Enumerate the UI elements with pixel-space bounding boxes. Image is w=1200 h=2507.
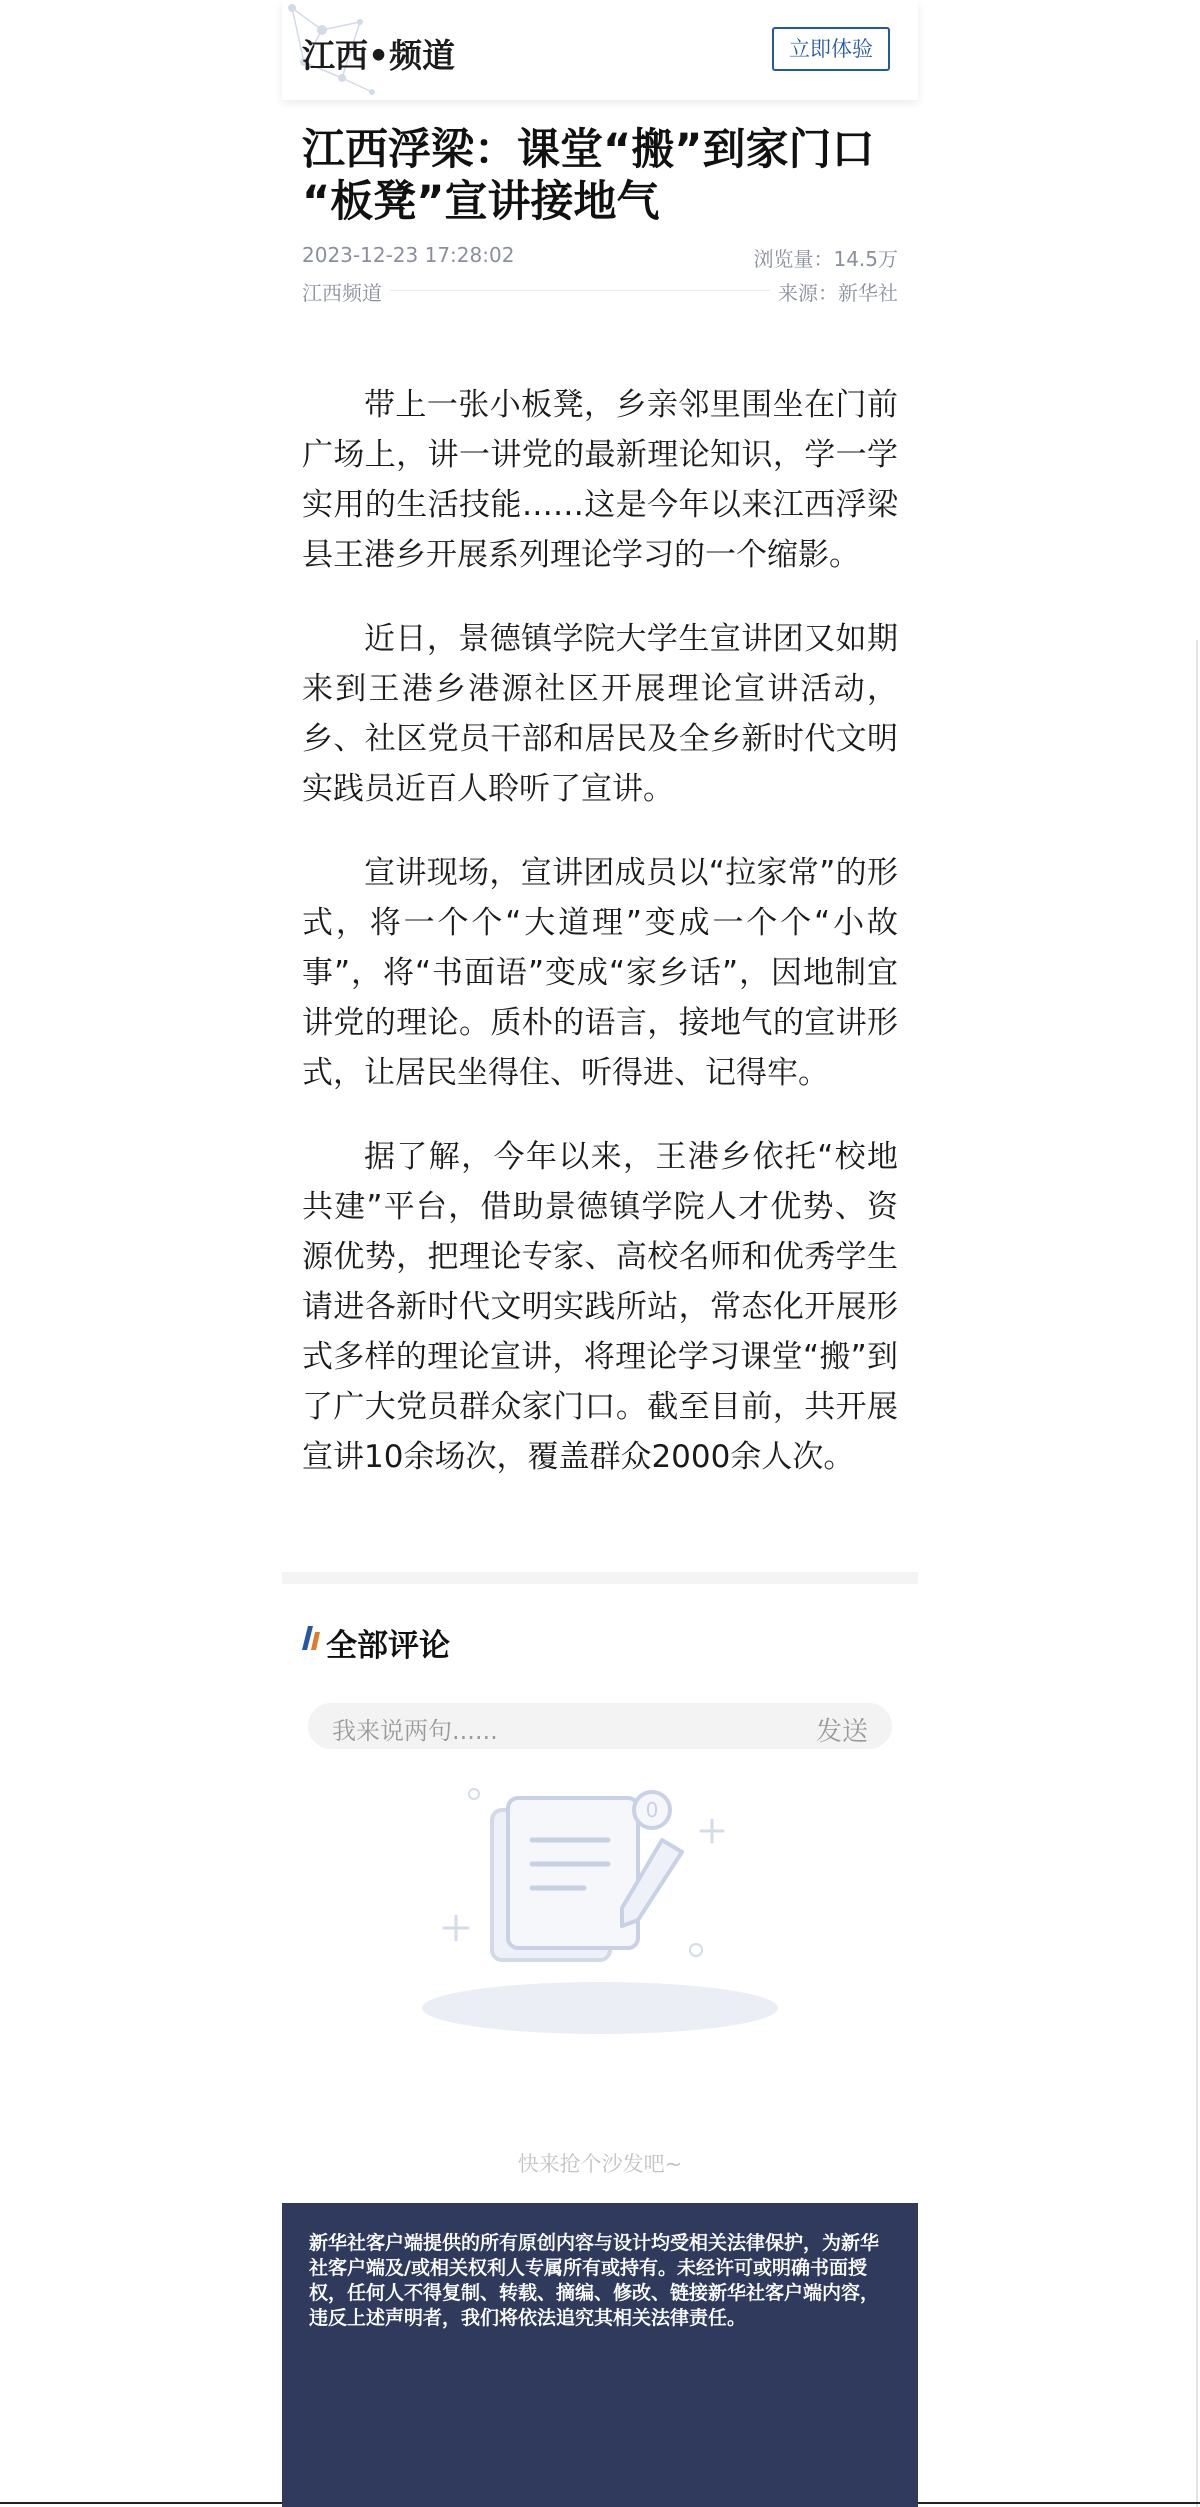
- send-button[interactable]: 发送: [815, 1717, 868, 1747]
- comment-placeholder[interactable]: 我来说两句......: [332, 1717, 498, 1745]
- try-now-button[interactable]: 立即体验: [772, 27, 890, 71]
- comments-heading: 全部评论: [326, 1628, 450, 1664]
- channel-name[interactable]: 江西频道: [302, 281, 382, 305]
- top-header: [282, 0, 918, 100]
- view-count: 浏览量：14.5万: [753, 247, 898, 271]
- article-body: [302, 380, 898, 1516]
- channel-logo[interactable]: 江西•频道: [302, 36, 456, 75]
- section-divider: [282, 1572, 918, 1584]
- svg-text:0: 0: [645, 1798, 659, 1822]
- article-paragraph: 宣讲现场，宣讲团成员以“拉家常”的形式，将一个个“大道理”变成一个个“小故事”，将“书面语”变成“家乡话”，因地制宜讲党的理论。质朴的语言，接地气的宣讲形式，让居民坐得住、听得进、记得牢。: [302, 855, 898, 1091]
- comment-input[interactable]: [308, 1703, 892, 1749]
- article-paragraph: 带上一张小板凳，乡亲邻里围坐在门前广场上，讲一讲党的最新理论知识，学一学实用的生活技能……这是今年以来江西浮梁县王港乡开展系列理论学习的一个缩影。: [302, 387, 898, 573]
- publish-datetime: 2023-12-23 17:28:02: [302, 243, 515, 267]
- window-edge: [1196, 640, 1198, 2507]
- article-paragraph: 近日，景德镇学院大学生宣讲团又如期来到王港乡港源社区开展理论宣讲活动，乡、社区党员干部和居民及全乡新时代文明实践员近百人聆听了宣讲。: [302, 621, 898, 807]
- article-paragraph: 据了解，今年以来，王港乡依托“校地共建”平台，借助景德镇学院人才优势、资源优势，把理论专家、高校名师和优秀学生请进各新时代文明实践所站，常态化开展形式多样的理论宣讲，将理论学习课堂“搬”到了广大党员群众家门口。截至目前，共开展宣讲10余场次，覆盖群众2000余人次。: [302, 1139, 898, 1475]
- article-title: 江西浮梁：课堂“搬”到家门口 “板凳”宣讲接地气: [302, 125, 875, 227]
- article-source: 来源：新华社: [778, 281, 898, 305]
- section-mark-icon: [302, 1626, 322, 1652]
- empty-comments-text: 快来抢个沙发吧~: [517, 2152, 683, 2176]
- empty-comments-illustration: [412, 1780, 788, 2040]
- copyright-footer: [282, 2203, 918, 2507]
- meta-divider: [390, 290, 770, 291]
- article-page: [282, 0, 918, 2507]
- copyright-notice: 新华社客户端提供的所有原创内容与设计均受相关法律保护，为新华社客户端及/或相关权利人专属所有或持有。未经许可或明确书面授权，任何人不得复制、转载、摘编、修改、链接新华社客户端内容，违反上述声明者，我们将依法追究其相关法律责任。: [309, 2232, 880, 2329]
